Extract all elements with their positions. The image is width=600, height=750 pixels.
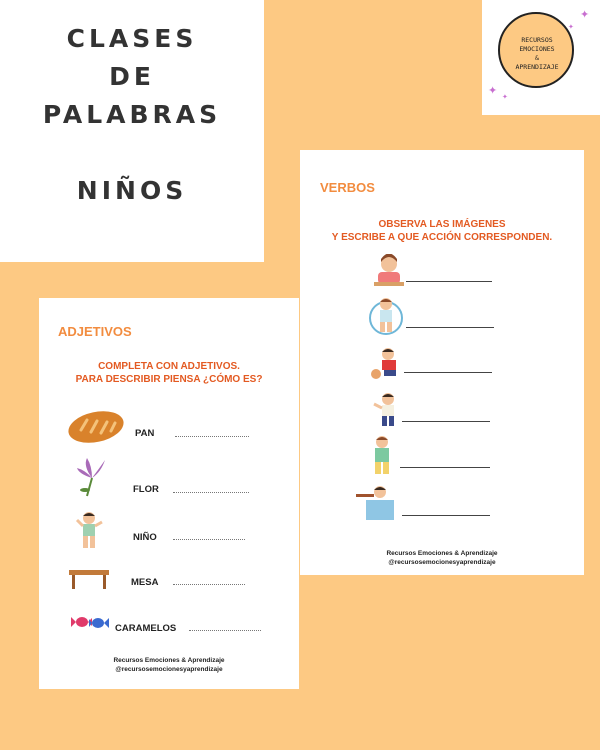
sparkle-icon: ✦: [502, 94, 508, 101]
sparkle-icon: ✦: [580, 9, 590, 21]
verbos-footer: Recursos Emociones & Aprendizaje @recursosemocionesyaprendizaje: [386, 550, 498, 566]
adjective-word: MESA: [131, 577, 159, 588]
answer-line[interactable]: [404, 372, 492, 373]
answer-line[interactable]: [406, 281, 492, 282]
adjetivos-footer: Recursos Emociones & Aprendizaje @recursosemocionesyaprendizaje: [113, 657, 225, 673]
answer-line[interactable]: [400, 467, 490, 468]
adjetivos-heading: ADJETIVOS: [58, 324, 132, 339]
child-playing-icon: [368, 346, 402, 385]
child-standing-icon: [366, 434, 398, 483]
answer-line[interactable]: [175, 436, 249, 437]
adjetivos-worksheet: [39, 298, 299, 689]
answer-line[interactable]: [402, 421, 490, 422]
child-jumping-rope-icon: [368, 296, 404, 341]
verbos-heading: VERBOS: [320, 180, 375, 195]
flower-icon: [75, 456, 109, 503]
answer-line[interactable]: [406, 327, 494, 328]
sparkle-icon: ✦: [488, 85, 498, 97]
verbos-worksheet: [300, 150, 584, 575]
child-icon: [75, 510, 105, 559]
verbos-instructions: OBSERVA LAS IMÁGENES Y ESCRIBE A QUE ACCIÓN CORRESPONDEN.: [331, 219, 553, 243]
answer-line[interactable]: [173, 492, 249, 493]
child-looking-icon: [356, 484, 396, 527]
logo-card: [482, 0, 600, 115]
bread-icon: [67, 410, 125, 449]
answer-line[interactable]: [173, 584, 245, 585]
child-running-icon: [370, 392, 402, 435]
answer-line[interactable]: [189, 630, 261, 631]
adjective-word: PAN: [135, 428, 155, 439]
table-icon: [69, 568, 109, 595]
logo-text: RECURSOS EMOCIONES & APRENDIZAJE: [515, 36, 559, 71]
title-card: [0, 0, 264, 262]
answer-line[interactable]: [173, 539, 245, 540]
title-line-1: CLASES: [66, 24, 198, 53]
adjective-word: CARAMELOS: [115, 623, 177, 634]
adjective-word: NIÑO: [133, 532, 157, 543]
answer-line[interactable]: [402, 515, 490, 516]
title-line-2: DE: [109, 62, 155, 91]
logo: [498, 12, 574, 88]
child-writing-icon: [372, 254, 406, 295]
candy-icon: [71, 610, 109, 639]
subtitle: NIÑOS: [76, 176, 188, 205]
title-line-3: PALABRAS: [42, 100, 222, 129]
sparkle-icon: ✦: [568, 24, 574, 31]
adjetivos-instructions: COMPLETA CON ADJETIVOS. PARA DESCRIBIR PIENSA ¿CÓMO ES?: [75, 361, 263, 385]
adjective-word: FLOR: [133, 484, 159, 495]
